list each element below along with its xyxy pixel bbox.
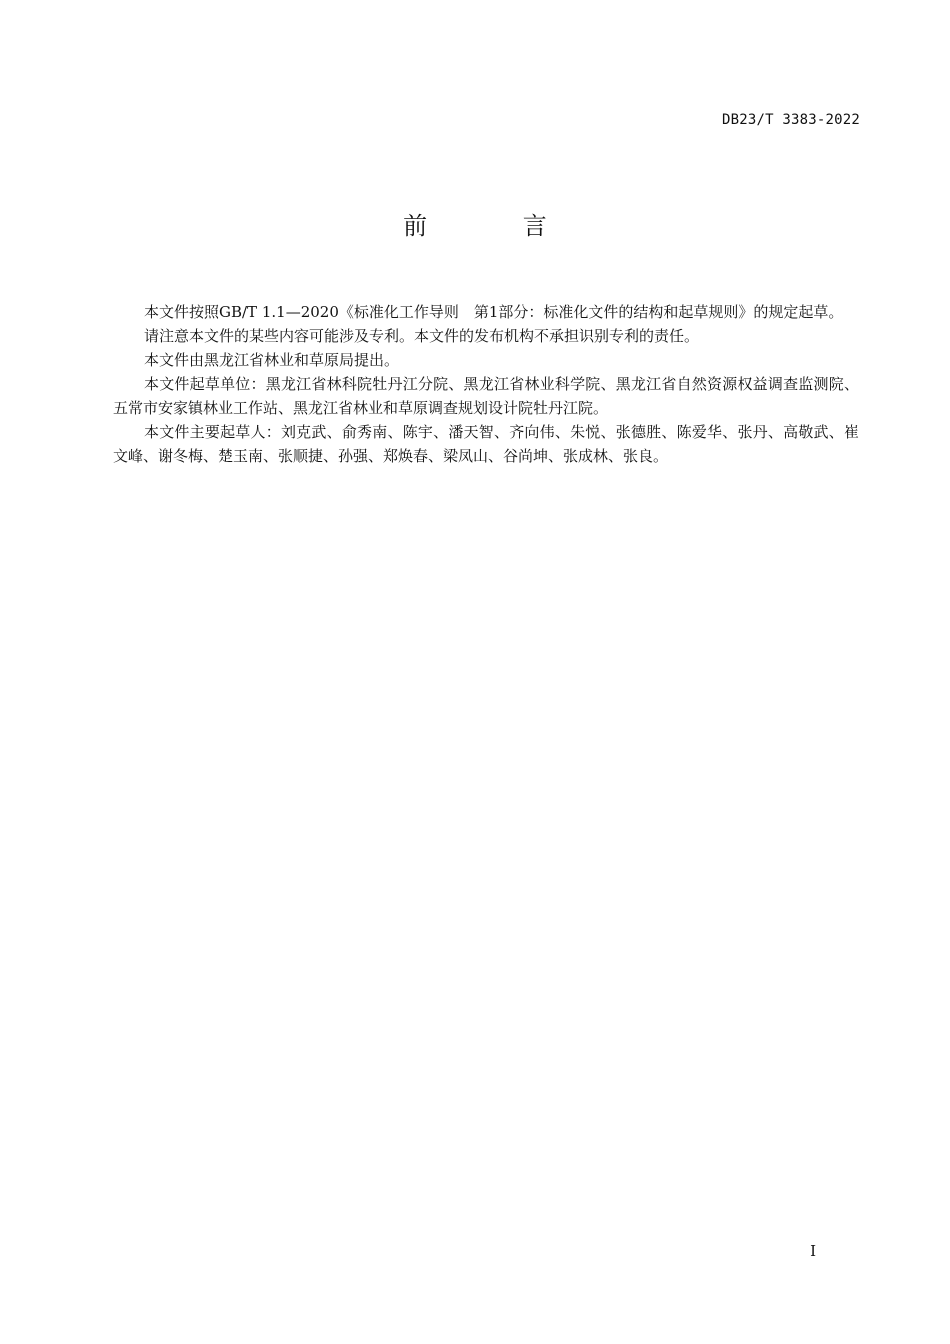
document-code: DB23/T 3383-2022: [721, 112, 860, 128]
paragraph-proposer: 本文件由黑龙江省林业和草原局提出。: [144, 351, 400, 369]
foreword-body: [113, 300, 859, 468]
page-title: 前 言: [403, 212, 591, 240]
paragraph-drafting-basis: 本文件按照GB/T 1.1—2020《标准化工作导则 第1部分：标准化文件的结构和起草规则》的规定起草。: [144, 303, 844, 321]
paragraph-drafters: 本文件主要起草人：刘克武、俞秀南、陈宇、潘天智、齐向伟、朱悦、张德胜、陈爱华、张丹、高敬武、崔文峰、谢冬梅、楚玉南、张顺捷、孙强、郑焕春、梁凤山、谷尚坤、张成林、张良。: [113, 423, 859, 465]
page-number: I: [810, 1242, 816, 1260]
paragraph-drafting-units: 本文件起草单位：黑龙江省林科院牡丹江分院、黑龙江省林业科学院、黑龙江省自然资源权益调查监测院、五常市安家镇林业工作站、黑龙江省林业和草原调查规划设计院牡丹江院。: [113, 375, 859, 417]
paragraph-patent-notice: 请注意本文件的某些内容可能涉及专利。本文件的发布机构不承担识别专利的责任。: [144, 327, 700, 345]
